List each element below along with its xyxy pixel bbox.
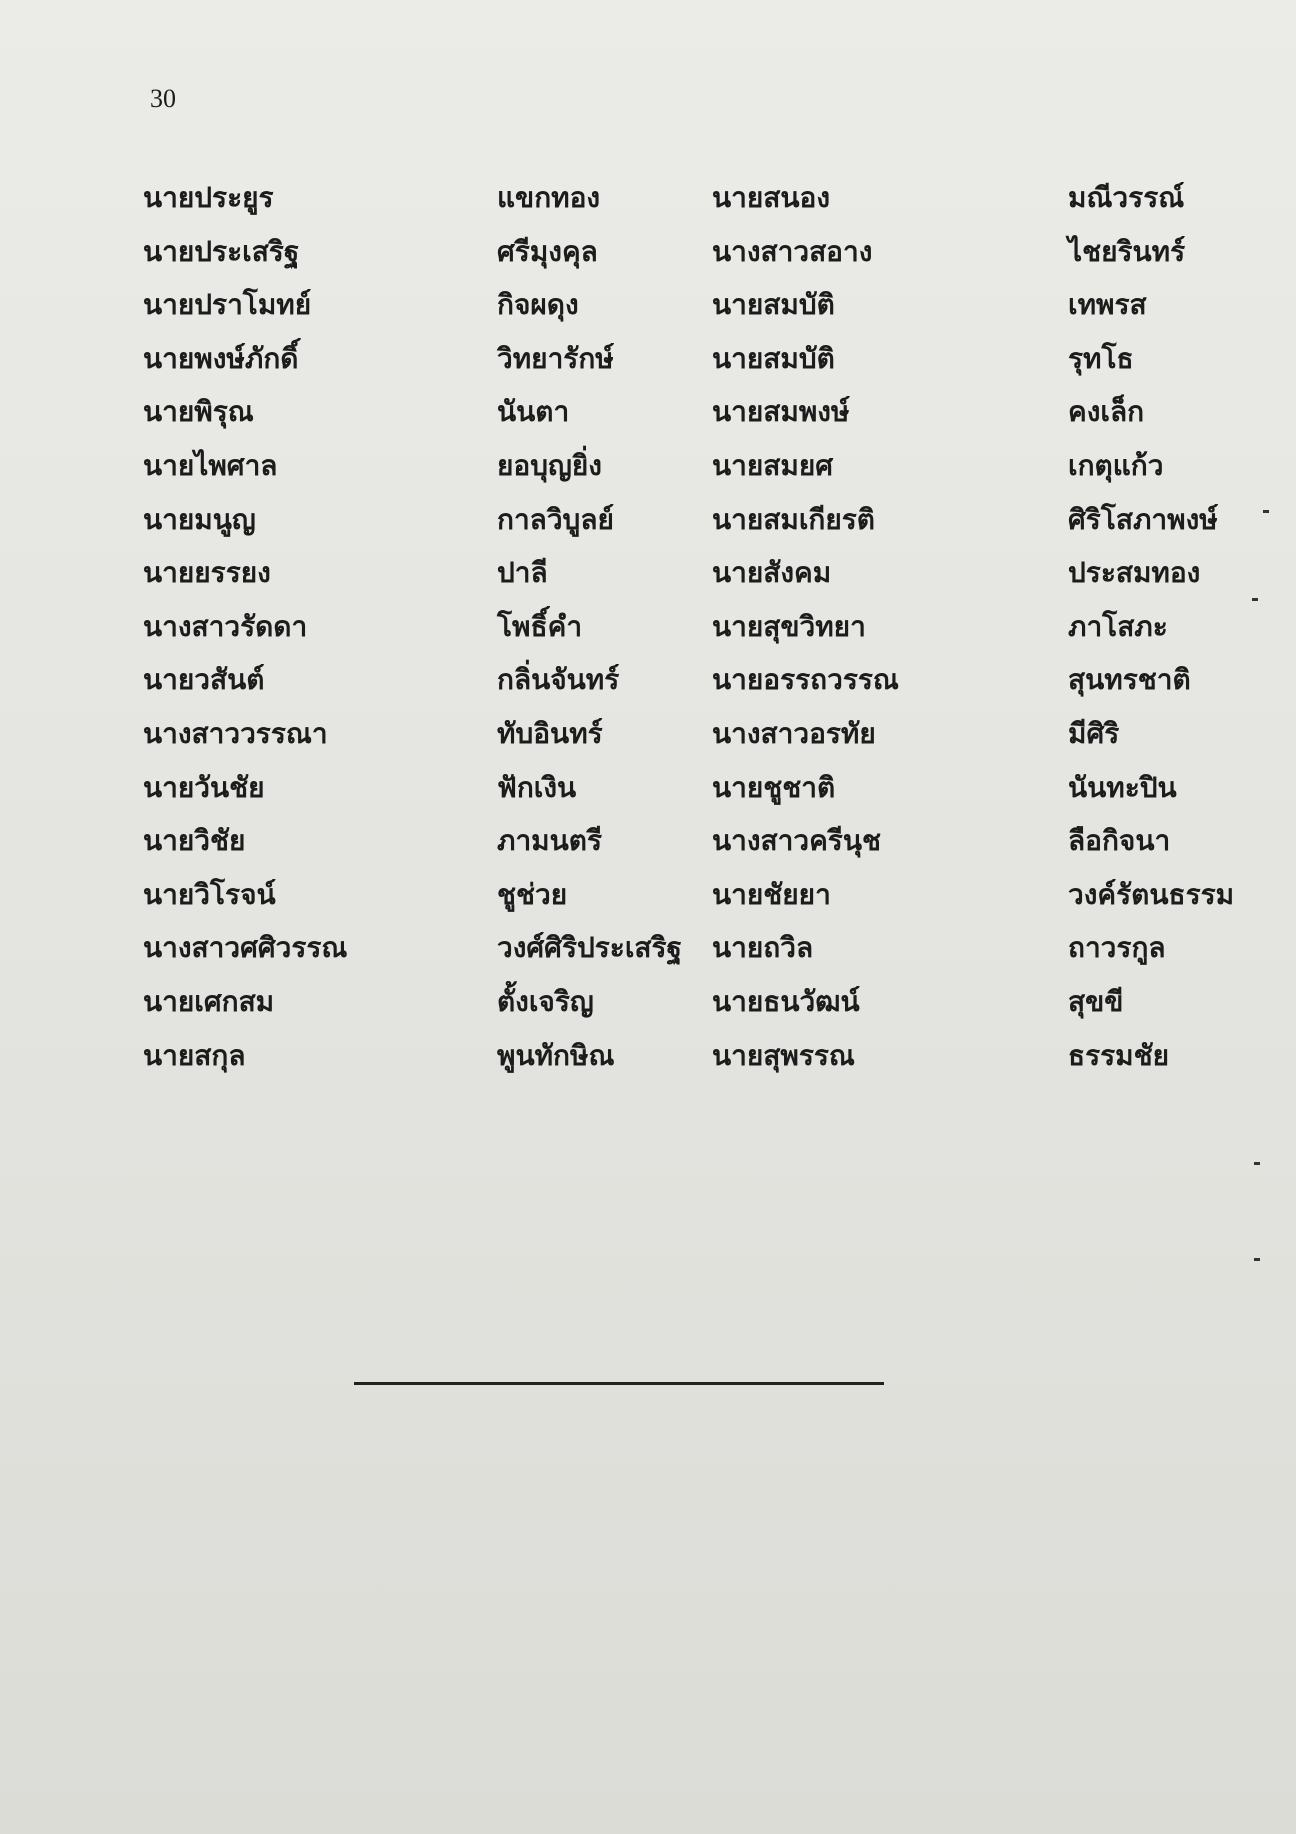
surname-2: เทพรส: [1068, 288, 1147, 322]
first-name-1: นายวสันต์: [143, 663, 265, 697]
surname-1: ศรีมุงคุล: [497, 234, 598, 268]
surname-1: ภามนตรี: [497, 824, 602, 858]
first-name-2: นายถวิล: [712, 931, 814, 965]
surname-1: ตั้งเจริญ: [497, 984, 594, 1018]
first-name-2: นายสมบัติ: [712, 341, 835, 375]
first-name-2: นายสนอง: [712, 181, 830, 214]
surname-1: วงศ์ศิริประเสริฐ: [497, 931, 682, 965]
surname-1: โพธิ์คำ: [497, 609, 583, 643]
first-name-1: นายประยูร: [143, 181, 274, 214]
surname-2: นันทะปิน: [1068, 770, 1177, 804]
first-name-1: นายพงษ์ภักดิ์: [143, 341, 299, 375]
surname-2: มีศิริ: [1068, 716, 1120, 750]
surname-1: พูนทักษิณ: [497, 1038, 615, 1072]
first-name-2: นายสังคม: [712, 556, 832, 590]
surname-1: ชูช่วย: [497, 877, 568, 911]
surname-2: รุทโธ: [1068, 341, 1134, 375]
first-name-2: นายสมบัติ: [712, 288, 835, 322]
first-name-2: นางสาวสอาง: [712, 234, 873, 268]
margin-mark: [1254, 1162, 1260, 1165]
first-name-2: นางสาวอรทัย: [712, 716, 876, 750]
first-name-2: นายชูชาติ: [712, 770, 836, 804]
surname-2: ศิริโสภาพงษ์: [1068, 502, 1218, 536]
first-name-2: นายธนวัฒน์: [712, 984, 860, 1018]
surname-1: ยอบุญยิ่ง: [497, 448, 602, 482]
first-name-1: นายวิโรจน์: [143, 877, 276, 911]
first-name-2: นายชัยยา: [712, 877, 831, 911]
margin-mark: [1252, 598, 1258, 601]
surname-1: กลิ่นจันทร์: [497, 663, 620, 697]
surname-2: คงเล็ก: [1068, 395, 1145, 429]
first-name-2: นายอรรถวรรณ: [712, 663, 899, 697]
first-name-2: นายสุพรรณ: [712, 1038, 855, 1072]
surname-1: ฟักเงิน: [497, 770, 577, 804]
first-name-1: นายสกุล: [143, 1038, 246, 1072]
first-name-1: นายไพศาล: [143, 448, 278, 482]
margin-mark: [1254, 1258, 1260, 1261]
surname-1: กาลวิบูลย์: [497, 502, 614, 536]
surname-2: ถาวรกูล: [1068, 931, 1166, 965]
surname-1: ทับอินทร์: [497, 716, 603, 750]
surname-1: กิจผดุง: [497, 288, 579, 322]
first-name-2: นางสาวครีนุช: [712, 824, 881, 858]
page-number: 30: [150, 84, 176, 113]
surname-1: ปาลี: [497, 556, 548, 590]
surname-2: เกตุแก้ว: [1068, 448, 1164, 482]
surname-1: วิทยารักษ์: [497, 341, 614, 375]
first-name-1: นายพิรุณ: [143, 395, 254, 429]
first-name-2: นายสุขวิทยา: [712, 609, 866, 643]
first-name-1: นายประเสริฐ: [143, 234, 300, 268]
first-name-1: นายวิชัย: [143, 824, 246, 858]
first-name-1: นายวันชัย: [143, 770, 265, 804]
first-name-2: นายสมเกียรติ: [712, 502, 875, 536]
first-name-1: นายมนูญ: [143, 502, 256, 536]
first-name-1: นายปราโมทย์: [143, 288, 312, 322]
surname-2: ประสมทอง: [1068, 556, 1201, 590]
first-name-2: นายสมยศ: [712, 448, 833, 482]
surname-2: ภาโสภะ: [1068, 609, 1168, 643]
surname-2: สุขขี: [1068, 984, 1124, 1018]
surname-2: ไชยรินทร์: [1068, 234, 1186, 268]
surname-2: มณีวรรณ์: [1068, 181, 1185, 214]
first-name-2: นายสมพงษ์: [712, 395, 850, 429]
surname-2: ธรรมชัย: [1068, 1038, 1170, 1072]
surname-2: ลือกิจนา: [1068, 824, 1171, 858]
first-name-1: นางสาววรรณา: [143, 716, 328, 750]
first-name-1: นางสาวศศิวรรณ: [143, 931, 348, 965]
first-name-1: นายเศกสม: [143, 984, 275, 1018]
surname-1: นันตา: [497, 395, 570, 429]
surname-2: สุนทรชาติ: [1068, 663, 1191, 697]
first-name-1: นายยรรยง: [143, 556, 271, 590]
divider-rule: [354, 1382, 884, 1385]
surname-1: แขกทอง: [497, 181, 601, 214]
first-name-1: นางสาวรัดดา: [143, 609, 308, 643]
margin-mark: [1263, 510, 1269, 513]
surname-2: วงค์รัตนธรรม: [1068, 877, 1235, 911]
